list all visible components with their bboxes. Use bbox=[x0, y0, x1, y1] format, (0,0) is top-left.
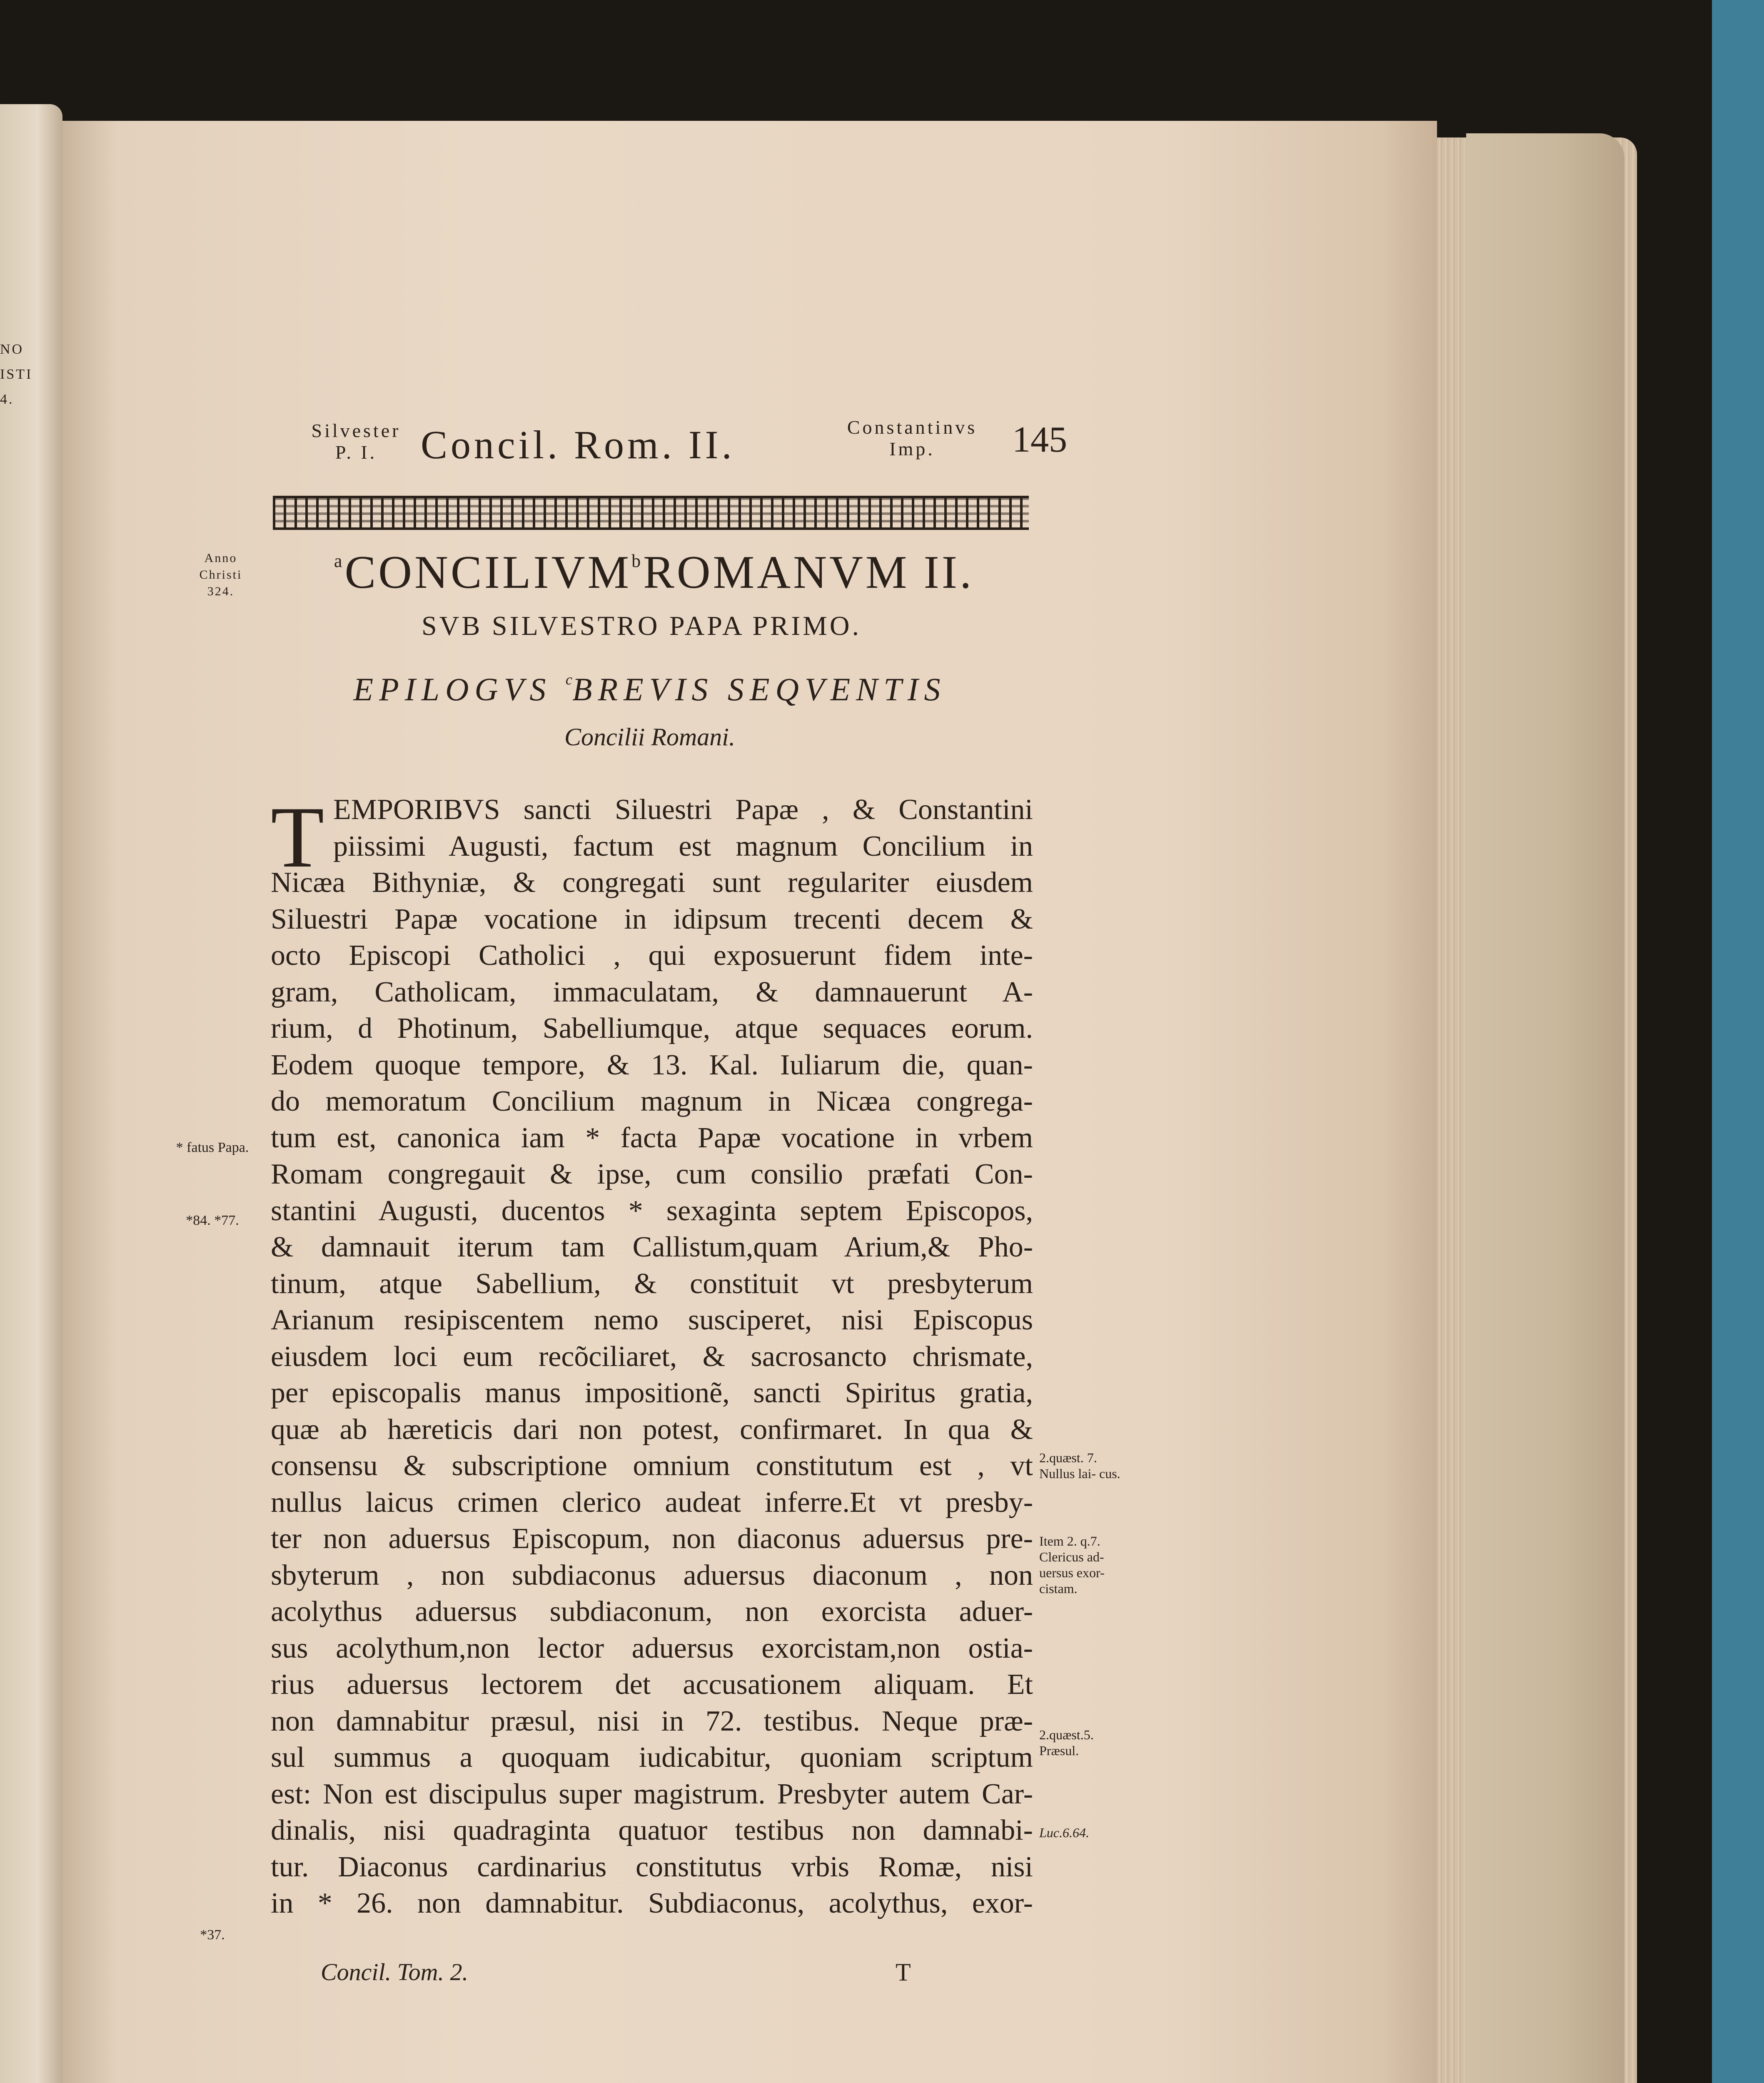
left-page-edge bbox=[0, 104, 62, 2083]
epilogue-subheading: Concilii Romani. bbox=[564, 723, 735, 751]
epilogue-heading: EPILOGVS $^c$BREVIS SEQVENTIS bbox=[353, 671, 946, 707]
note-marker: c bbox=[565, 671, 572, 688]
running-head-left-top: Silvester bbox=[311, 420, 401, 441]
margin-note-left: * fatus Papa. bbox=[176, 1140, 249, 1155]
title-part: ROMANVM II. bbox=[643, 547, 974, 598]
book-page bbox=[62, 121, 1437, 2083]
margin-note-left: *84. *77. bbox=[186, 1213, 239, 1228]
left-fragment: NO bbox=[0, 342, 24, 357]
drop-cap: T bbox=[271, 789, 324, 886]
text-line: sul summus a quoquam iudicabitur, quoniam scriptum bbox=[271, 1741, 1033, 1773]
margin-note-right: 2.quæst. 7. Nullus lai- cus. bbox=[1039, 1450, 1120, 1481]
text-line: Eodem quoque tempore, & 13. Kal. Iuliarum die, quan- bbox=[271, 1049, 1033, 1081]
text-line: Siluestri Papæ vocatione in idipsum trecenti decem & bbox=[271, 903, 1033, 935]
text-line: ter non aduersus Episcopum, non diaconus aduersus pre- bbox=[271, 1523, 1033, 1555]
margin-note-right: 2.quæst.5. Præsul. bbox=[1039, 1727, 1094, 1758]
text-line: & damnauit iterum tam Callistum,quam Arium,& Pho- bbox=[271, 1231, 1033, 1263]
text-line: octo Episcopi Catholici , qui exposuerunt fidem inte- bbox=[271, 939, 1033, 972]
text-line: gram, Catholicam, immaculatam, & damnauerunt A- bbox=[271, 976, 1033, 1008]
text-line: acolythus aduersus subdiaconum, non exorcista aduer- bbox=[271, 1596, 1033, 1628]
ornament-band bbox=[273, 496, 1029, 530]
text-line: do memoratum Concilium magnum in Nicæa congrega- bbox=[271, 1085, 1033, 1117]
text-line: rium, d Photinum, Sabelliumque, atque sequaces eorum. bbox=[271, 1012, 1033, 1044]
title bbox=[262, 546, 1045, 599]
text-line: Arianum resipiscentem nemo susciperet, nisi Episcopus bbox=[271, 1304, 1033, 1336]
text-line: est: Non est discipulus super magistrum. Presbyter autem Car- bbox=[271, 1778, 1033, 1810]
left-fragment: ISTI bbox=[0, 367, 33, 382]
title-part: CONCILIVM bbox=[344, 547, 632, 598]
margin-note-left: *37. bbox=[200, 1927, 225, 1943]
running-head bbox=[287, 412, 1037, 475]
text-line: eiusdem loci eum recõciliaret, & sacrosancto chrismate, bbox=[271, 1340, 1033, 1373]
text-line: Nicæa Bithyniæ, & congregati sunt regulariter eiusdem bbox=[271, 867, 1033, 899]
background-strip bbox=[1712, 0, 1764, 2083]
page-number: 145 bbox=[1012, 420, 1067, 460]
body-text bbox=[271, 789, 1033, 1922]
book-cover bbox=[1466, 133, 1624, 2083]
text-line: Romam congregauit & ipse, cum consilio præfati Con- bbox=[271, 1158, 1033, 1190]
text-line: consensu & subscriptione omnium constitutum est , vt bbox=[271, 1450, 1033, 1482]
text-line: tum est, canonica iam * facta Papæ vocatione in vrbem bbox=[271, 1121, 1033, 1154]
left-fragment: 4. bbox=[0, 392, 14, 407]
side-note-anno: Anno Christi 324. bbox=[199, 551, 242, 598]
text-line: stantini Augusti, ducentos * sexaginta septem Episcopos, bbox=[271, 1194, 1033, 1227]
margin-note-right: Luc.6.64. bbox=[1039, 1825, 1089, 1840]
text-line: piissimi Augusti, factum est magnum Concilium in bbox=[333, 830, 1033, 862]
running-head-right-bottom: Imp. bbox=[889, 438, 935, 460]
text-line: per episcopalis manus impositionẽ, sancti Spiritus gratia, bbox=[271, 1377, 1033, 1409]
text-line: sbyterum , non subdiaconus aduersus diaconum , non bbox=[271, 1559, 1033, 1591]
text-line: tinum, atque Sabellium, & constituit vt presbyterum bbox=[271, 1267, 1033, 1300]
running-head-right-top: Constantinvs bbox=[847, 417, 978, 438]
margin-note-right: Item 2. q.7. Clericus ad- uersus exor- cistam. bbox=[1039, 1534, 1105, 1596]
signature-mark: Concil. Tom. 2. bbox=[321, 1958, 468, 1986]
text-line: nullus laicus crimen clerico audeat inferre.Et vt presby- bbox=[271, 1486, 1033, 1519]
text-line: sus acolythum,non lector aduersus exorcistam,non ostia- bbox=[271, 1632, 1033, 1664]
catchword: T bbox=[896, 1958, 911, 1986]
running-head-left-bottom: P. I. bbox=[335, 442, 377, 463]
text-line: non damnabitur præsul, nisi in 72. testibus. Neque præ- bbox=[271, 1705, 1033, 1737]
text-line: EMPORIBVS sancti Siluestri Papæ , & Constantini bbox=[333, 794, 1033, 826]
text-line: in * 26. non damnabitur. Subdiaconus, acolythus, exor- bbox=[271, 1887, 1033, 1919]
note-marker: a bbox=[334, 551, 345, 571]
text-line: dinalis, nisi quadraginta quatuor testibus non damnabi- bbox=[271, 1814, 1033, 1846]
note-marker: b bbox=[631, 551, 644, 571]
running-head-title: Concil. Rom. II. bbox=[421, 422, 735, 467]
text-line: rius aduersus lectorem det accusationem aliquam. Et bbox=[271, 1668, 1033, 1701]
text-line: tur. Diaconus cardinarius constitutus vrbis Romæ, nisi bbox=[271, 1851, 1033, 1883]
text-line: quæ ab hæreticis dari non potest, confirmaret. In qua & bbox=[271, 1413, 1033, 1446]
subtitle: SVB SILVESTRO PAPA PRIMO. bbox=[421, 611, 862, 641]
